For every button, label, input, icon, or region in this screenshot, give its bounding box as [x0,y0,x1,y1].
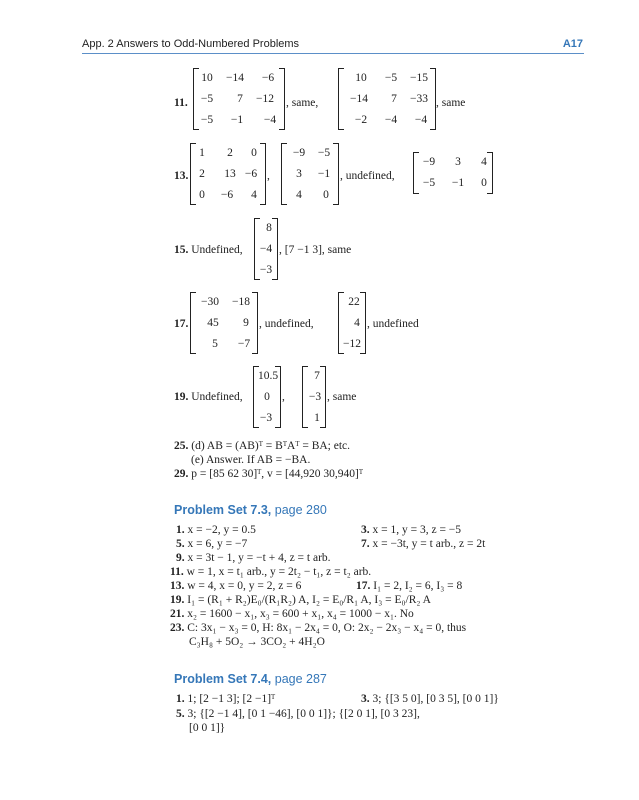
problem-number: 3. [361,693,370,705]
problem-number: 1. [176,693,185,705]
problem-number: 5. [176,538,185,550]
problem-number: 21. [170,608,185,620]
list-item [176,552,331,564]
problem-text: C: 3x₁ − x₃ = 0, H: 8x₁ − 2x₄ = 0, O: 2x₂ − 2x₃ − x₄ = 0, thus [187,622,467,634]
problem-text: 3; {[3 5 0], [0 3 5], [0 0 1]} [372,693,499,705]
problem-text: w = 1, x = t₁ arb., y = 2t₂ − t₁, z = t₂ arb. [186,566,372,578]
matrix-entry: 10.5 [257,370,279,382]
section-page: page 280 [274,503,327,517]
problem-text: p = [85 62 30]ᵀ, v = [44,920 30,940]ᵀ [191,468,363,480]
list-item [361,524,461,536]
problem-number: 1. [176,524,185,536]
matrix-entry: 8 [266,222,272,234]
problem-text: Undefined, [191,391,243,403]
problem-text: x = 1, y = 3, z = −5 [372,524,462,536]
list-item [176,524,256,536]
problem-text: , undefined, [340,170,395,182]
matrix [190,292,258,354]
matrix-entry: −30 [201,296,219,308]
matrix-entry: 45 [207,317,219,329]
matrix-entry: −3 [259,412,273,424]
problem-number: 19. [174,391,189,403]
matrix-entry: 10 [355,72,367,84]
problem-text: (e) Answer. If AB = −BA. [191,454,311,466]
matrix-entry: −5 [422,177,436,189]
problem-number: 19. [170,594,185,606]
problem-number: 9. [176,552,185,564]
matrix [193,68,285,130]
problem-text: (d) AB = (AB)ᵀ = BᵀAᵀ = BA; etc. [191,440,351,452]
list-item [176,538,247,550]
matrix-entry: −5 [200,93,214,105]
matrix-entry: 4 [251,189,257,201]
problem-number: 17. [356,580,371,592]
matrix-entry: 0 [481,177,487,189]
matrix-entry: 7 [391,93,397,105]
problem-text: , same, [286,97,319,109]
matrix [338,292,366,354]
matrix-entry: 0 [199,189,205,201]
problem-line [174,440,350,452]
problem-line [174,391,243,403]
matrix-entry: −33 [410,93,428,105]
matrix-entry: 5 [212,338,218,350]
matrix-entry: 7 [237,93,243,105]
matrix [413,152,493,194]
section-heading [174,672,327,686]
matrix-entry: −5 [200,114,214,126]
list-item [176,693,275,705]
problem-text: , same [436,97,466,109]
problem-number: 11. [174,97,188,109]
matrix-entry: −12 [343,338,361,350]
problem-number: 5. [176,708,185,720]
list-item [176,708,420,720]
problem-number: 25. [174,440,189,452]
problem-text: , undefined, [259,318,314,330]
list-item [170,580,301,592]
matrix-entry: −2 [354,114,368,126]
matrix-entry: 4 [481,156,487,168]
problem-text: 3; {[2 −1 4], [0 1 −46], [0 0 1]}; {[2 0 1], [0 3 23], [187,708,420,720]
list-item [189,636,325,648]
matrix [338,68,436,130]
matrix-entry: 4 [296,189,302,201]
list-item [361,538,485,550]
matrix-entry: −3 [308,391,322,403]
page-number: A17 [562,38,583,50]
problem-text: w = 4, x = 0, y = 2, z = 6 [187,580,302,592]
matrix-entry: −1 [451,177,465,189]
matrix-entry: −5 [384,72,398,84]
matrix-entry: −9 [292,147,306,159]
matrix [253,366,281,428]
matrix-entry: 10 [201,72,213,84]
problem-text: x = −2, y = 0.5 [187,524,256,536]
problem-number: 13. [170,580,185,592]
matrix [281,143,339,205]
matrix-entry: −6 [261,72,275,84]
problem-text: , [267,170,270,182]
problem-line [174,244,243,256]
matrix-entry: −1 [230,114,244,126]
matrix-entry: −4 [384,114,398,126]
problem-number: 29. [174,468,189,480]
problem-number: 7. [361,538,370,550]
problem-number: 17. [174,318,189,330]
matrix-entry: 9 [243,317,249,329]
problem-text: x = 6, y = −7 [187,538,248,550]
matrix-entry: 22 [348,296,360,308]
problem-text: x₂ = 1600 − x₁, x₃ = 600 + x₁, x₄ = 1000 − x₁. No [187,608,414,620]
list-item [356,580,462,592]
matrix-entry: 0 [264,391,270,403]
matrix-entry: −12 [256,93,274,105]
matrix-entry: −1 [317,168,331,180]
matrix-entry: 3 [455,156,461,168]
matrix [254,218,278,280]
matrix-entry: 0 [251,147,257,159]
list-item [361,693,499,705]
problem-number: 23. [170,622,185,634]
list-item [170,622,466,634]
list-item [189,722,225,734]
problem-text: C₃H₈ + 5O₂ → 3CO₂ + 4H₂O [189,636,325,648]
matrix-entry: 1 [199,147,205,159]
matrix-entry: 7 [314,370,320,382]
problem-number: 15. [174,244,189,256]
section-title: Problem Set 7.4, [174,672,272,686]
problem-text: 1; [2 −1 3]; [2 −1]ᵀ [187,693,276,705]
problem-text: , [282,391,285,403]
list-item [170,594,431,606]
matrix-entry: −6 [220,189,234,201]
running-header: App. 2 Answers to Odd-Numbered Problems [82,38,300,50]
matrix [302,366,326,428]
matrix-entry: −4 [414,114,428,126]
matrix-entry: −6 [244,168,258,180]
matrix-entry: −15 [410,72,428,84]
matrix-entry: −7 [237,338,251,350]
section-heading [174,503,327,517]
matrix-entry: −4 [259,243,273,255]
matrix-entry: 4 [354,317,360,329]
problem-text: , undefined [367,318,419,330]
problem-text: Undefined, [191,244,243,256]
problem-text: I₁ = 2, I₂ = 6, I₃ = 8 [373,580,463,592]
problem-text: , [7 −1 3], same [279,244,352,256]
matrix-entry: −14 [226,72,244,84]
problem-text: I₁ = (R₁ + R₂)E₀/(R₁R₂) A, I₂ = E₀/R₁ A, I₃ = E₀/R₂ A [187,594,431,606]
header-rule [82,53,584,54]
matrix-entry: 13 [224,168,236,180]
problem-number: 11. [170,566,184,578]
list-item [170,608,414,620]
matrix-entry: 3 [296,168,302,180]
matrix-entry: −5 [317,147,331,159]
problem-text: [0 0 1]} [189,722,226,734]
problem-text: x = −3t, y = t arb., z = 2t [372,538,486,550]
section-title: Problem Set 7.3, [174,503,272,517]
matrix [190,143,266,205]
matrix-entry: −14 [350,93,368,105]
matrix-entry: 2 [199,168,205,180]
matrix-entry: −4 [263,114,277,126]
list-item [170,566,371,578]
matrix-entry: 0 [323,189,329,201]
section-page: page 287 [274,672,327,686]
matrix-entry: 2 [227,147,233,159]
problem-text: x = 3t − 1, y = −t + 4, z = t arb. [187,552,331,564]
matrix-entry: −3 [259,264,273,276]
matrix-entry: −9 [422,156,436,168]
problem-text: , same [327,391,357,403]
problem-line [174,468,363,480]
matrix-entry: 1 [314,412,320,424]
problem-number: 13. [174,170,189,182]
matrix-entry: −18 [232,296,250,308]
problem-number: 3. [361,524,370,536]
